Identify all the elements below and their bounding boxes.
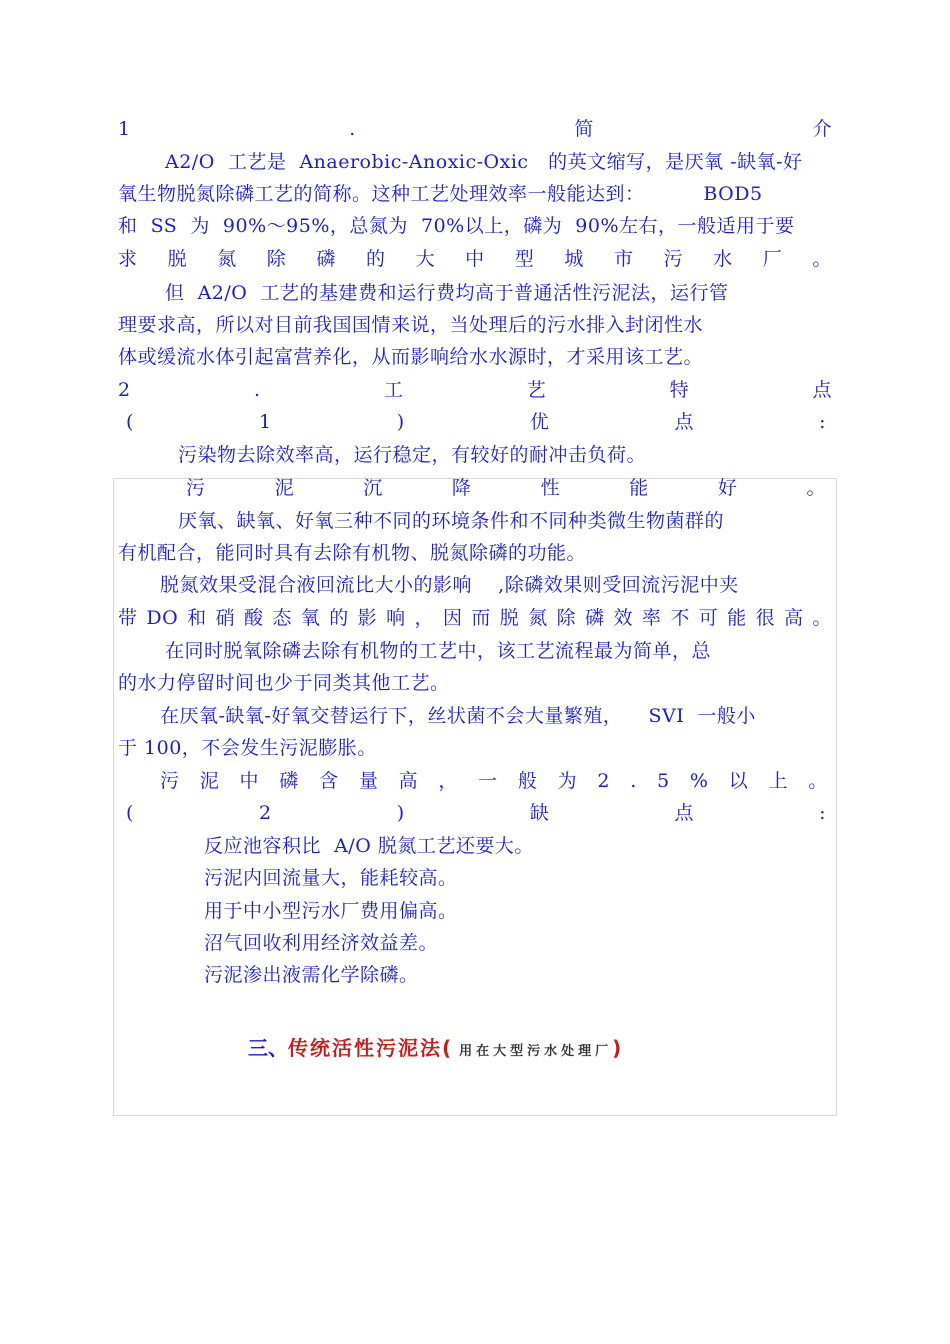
justified-char: 好 xyxy=(717,477,738,499)
justified-char: 高 xyxy=(784,607,804,629)
disadvantage-item: 沼气回收利用经济效益差。 xyxy=(204,932,439,954)
justified-char: 。 xyxy=(806,477,826,499)
justified-char: 能 xyxy=(727,607,747,629)
subheading-char: 点 xyxy=(674,411,694,433)
heading-char: 特 xyxy=(669,379,690,401)
paragraph-line: 和 SS 为 90%～95%，总氮为 70%以上，磷为 90%左右，一般适用于要 xyxy=(118,215,795,237)
justified-char: 的 xyxy=(329,607,349,629)
justified-char: 响 xyxy=(386,607,406,629)
subheading-char: : xyxy=(819,411,826,433)
heading-char: 2 xyxy=(118,379,131,401)
justified-char: 磷 xyxy=(316,248,336,270)
justified-char: 泥 xyxy=(199,770,220,792)
heading-char: 工 xyxy=(383,379,404,401)
justified-char: 高 xyxy=(398,770,419,792)
justified-char: 以 xyxy=(728,770,749,792)
heading-char: . xyxy=(349,118,356,140)
justified-char: 城 xyxy=(564,248,584,270)
heading-char: 介 xyxy=(812,118,832,140)
subheading-char: : xyxy=(819,802,826,824)
justified-char: 和 xyxy=(187,607,207,629)
justified-char: 。 xyxy=(808,770,828,792)
subheading-char: 点 xyxy=(674,802,694,824)
justified-char: 大 xyxy=(415,248,436,270)
subheading-char: 缺 xyxy=(529,802,550,824)
justified-char: 除 xyxy=(556,607,577,629)
advantage-item: 厌氧、缺氧、好氧三种不同的环境条件和不同种类微生物菌群的 xyxy=(178,510,725,532)
justified-char: 硝 xyxy=(215,607,236,629)
subheading-char: 1 xyxy=(259,411,272,433)
justified-char: 量 xyxy=(358,770,379,792)
justified-char: . xyxy=(630,770,637,792)
paragraph-line: 但 A2/O 工艺的基建费和运行费均高于普通活性污泥法，运行管 xyxy=(165,282,729,304)
justified-char: 氮 xyxy=(528,607,548,629)
justified-char: 。 xyxy=(812,607,832,629)
justified-char: 污 xyxy=(186,477,206,499)
justified-char: 污 xyxy=(160,770,180,792)
justified-char: DO xyxy=(146,607,179,629)
justified-char: 氮 xyxy=(217,248,237,270)
section3-number: 三、 xyxy=(248,1036,288,1060)
advantage-item: 污染物去除效率高，运行稳定，有较好的耐冲击负荷。 xyxy=(178,444,647,466)
justified-char: % xyxy=(689,770,709,792)
justified-char: 除 xyxy=(266,248,287,270)
justified-char: 沉 xyxy=(363,477,383,499)
paragraph-line: 体或缓流水体引起富营养化，从而影响给水水源时，才采用该工艺。 xyxy=(118,346,704,368)
justified-char: ， xyxy=(438,770,458,792)
justified-char: 很 xyxy=(755,607,776,629)
justified-char: 态 xyxy=(272,607,292,629)
section3-heading xyxy=(248,1032,621,1064)
justified-char: 能 xyxy=(629,477,649,499)
advantage-item: 有机配合，能同时具有去除有机物、脱氮除磷的功能。 xyxy=(118,542,587,564)
advantage-item: 在厌氧-缺氧-好氧交替运行下，丝状菌不会大量繁殖， SVI 一般小 xyxy=(160,705,756,727)
justified-char: 可 xyxy=(698,607,719,629)
justified-char: 脱 xyxy=(167,248,188,270)
heading-char: . xyxy=(253,379,261,401)
section1-heading xyxy=(118,113,832,145)
justified-char: 率 xyxy=(641,607,662,629)
justified-char: 含 xyxy=(319,770,339,792)
justified-char: 上 xyxy=(768,770,788,792)
heading-char: 艺 xyxy=(526,379,547,401)
justified-char: 厂 xyxy=(762,248,783,270)
heading-char: 1 xyxy=(118,118,131,140)
section2-heading xyxy=(118,374,832,406)
subheading-char: ( xyxy=(126,411,134,433)
disadvantage-item: 污泥渗出液需化学除磷。 xyxy=(204,964,419,986)
advantage-item: 的水力停留时间也少于同类其他工艺。 xyxy=(118,672,450,694)
justified-char: 效 xyxy=(613,607,633,629)
justified-char: 求 xyxy=(118,248,138,270)
advantage-item-justified xyxy=(160,765,828,797)
justified-char: 磷 xyxy=(585,607,605,629)
heading-char: 简 xyxy=(574,118,594,140)
subheading-disadvantages xyxy=(126,797,826,829)
paragraph-line-justified xyxy=(118,243,832,275)
justified-char: 市 xyxy=(613,248,634,270)
advantage-item: 在同时脱氧除磷去除有机物的工艺中，该工艺流程最为简单，总 xyxy=(165,640,712,662)
section3-paren-open: ( xyxy=(442,1036,452,1060)
advantage-item: 脱氮效果受混合液回流比大小的影响 ,除磷效果则受回流污泥中夹 xyxy=(160,574,739,596)
justified-char: 因 xyxy=(442,607,463,629)
subheading-char: ( xyxy=(126,802,134,824)
justified-char: 型 xyxy=(514,248,535,270)
justified-char: 般 xyxy=(517,770,538,792)
justified-char: 泥 xyxy=(274,477,295,499)
subheading-char: 优 xyxy=(529,411,550,433)
paragraph-line: 氧生物脱氮除磷工艺的简称。这种工艺处理效率一般能达到： BOD5 xyxy=(118,183,763,205)
justified-char: 水 xyxy=(713,248,733,270)
justified-char: 酸 xyxy=(243,607,264,629)
disadvantage-item: 污泥内回流量大，能耗较高。 xyxy=(204,867,458,889)
subheading-char: 2 xyxy=(259,802,272,824)
justified-char: 的 xyxy=(365,248,386,270)
justified-char: 磷 xyxy=(279,770,299,792)
subheading-advantages xyxy=(126,406,826,438)
justified-char: 。 xyxy=(812,248,832,270)
section3-title: 传统活性污泥法 xyxy=(288,1036,442,1060)
justified-char: 中 xyxy=(465,248,485,270)
advantage-item-justified xyxy=(118,602,832,634)
justified-char: 氧 xyxy=(300,607,321,629)
justified-char: 影 xyxy=(357,607,378,629)
justified-char: 不 xyxy=(670,607,690,629)
paragraph-line: A2/O 工艺是 Anaerobic-Anoxic-Oxic 的英文缩写，是厌氧 -缺氧-好 xyxy=(165,151,803,173)
subheading-char: ) xyxy=(396,411,405,433)
advantage-item: 于 100，不会发生污泥膨胀。 xyxy=(118,737,377,759)
paragraph-line: 理要求高，所以对目前我国国情来说，当处理后的污水排入封闭性水 xyxy=(118,314,704,336)
justified-char: 2 xyxy=(597,770,611,792)
subheading-char: ) xyxy=(396,802,405,824)
justified-char: 带 xyxy=(118,607,138,629)
justified-char: 脱 xyxy=(499,607,520,629)
justified-char: 污 xyxy=(663,248,684,270)
advantage-item-justified xyxy=(186,472,826,504)
justified-char: 而 xyxy=(471,607,491,629)
justified-char: 一 xyxy=(478,770,498,792)
heading-char: 点 xyxy=(812,379,832,401)
justified-char: 中 xyxy=(239,770,260,792)
justified-char: 性 xyxy=(540,477,561,499)
disadvantage-item: 反应池容积比 A/O 脱氮工艺还要大。 xyxy=(204,835,534,857)
justified-char: 为 xyxy=(557,770,578,792)
justified-char: 5 xyxy=(657,770,670,792)
justified-char: ， xyxy=(414,607,435,629)
justified-char: 降 xyxy=(451,477,472,499)
disadvantage-item: 用于中小型污水厂费用偏高。 xyxy=(204,900,458,922)
section3-paren-close: ) xyxy=(612,1036,622,1060)
section3-note: 用在大型污水处理厂 xyxy=(459,1044,613,1059)
